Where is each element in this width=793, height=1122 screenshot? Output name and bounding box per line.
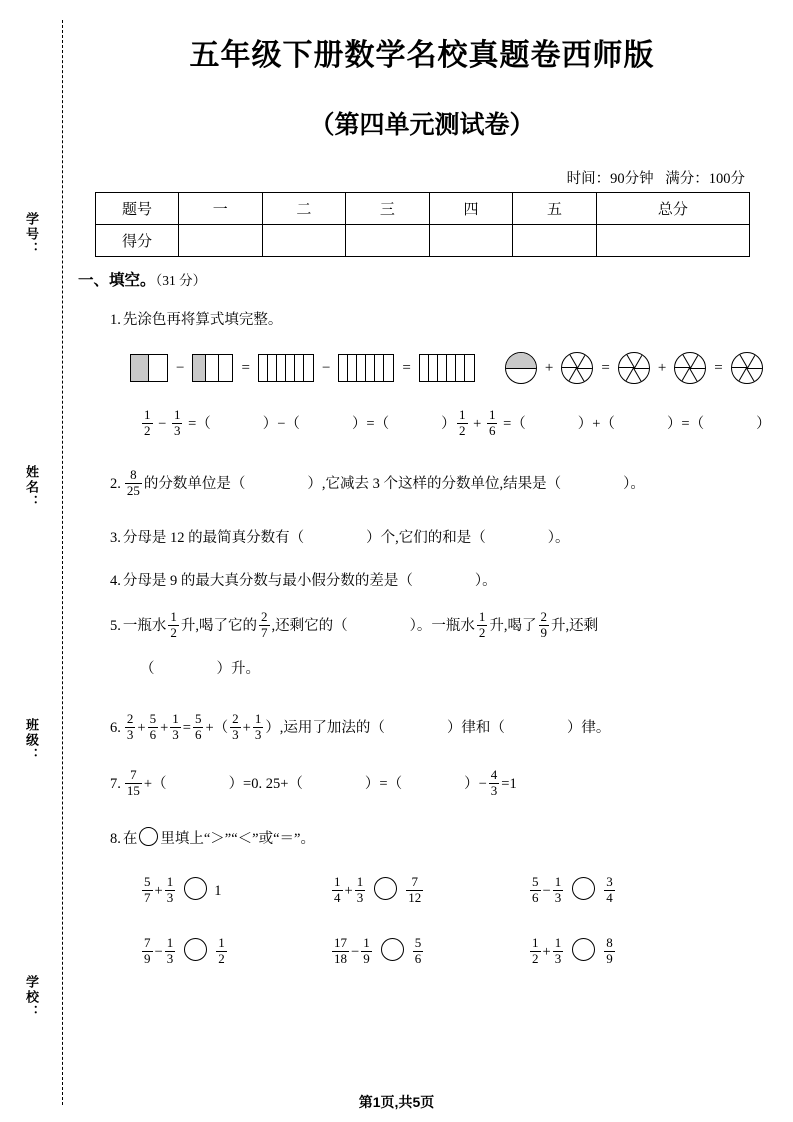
equation-text: ）=（: [351, 415, 390, 432]
fraction-denominator: 4: [334, 889, 341, 905]
fraction: [170, 712, 181, 742]
fraction-denominator: 18: [334, 950, 347, 966]
operator: =: [182, 719, 191, 736]
fraction: [125, 768, 142, 798]
fraction-denominator: 6: [149, 726, 157, 742]
operator: +: [242, 719, 251, 736]
page-subtitle: （第四单元测试卷）: [309, 111, 535, 139]
fraction: [193, 712, 204, 742]
margin-label-class: 班级：: [24, 718, 39, 763]
question-5-text-5: 升,喝了: [489, 617, 537, 634]
score-table-value-cell[interactable]: [262, 225, 346, 257]
pie-diagram-e: [731, 352, 763, 384]
pie-diagram-b: [561, 352, 593, 384]
fraction: [489, 768, 500, 798]
question-3-text-1: 分母是 12 的最简真分数有（: [122, 530, 305, 546]
bar-diagram-d: [338, 354, 394, 382]
question-8-row1-a: [140, 875, 221, 905]
fraction: [230, 712, 241, 742]
table-row: [96, 225, 750, 257]
fraction-numerator: 1: [532, 935, 539, 950]
fraction-denominator: 7: [144, 889, 151, 905]
compare-circle[interactable]: [572, 877, 595, 900]
question-3-text-2: ）个,它们的和是（: [366, 530, 486, 546]
question-4-text-1: 分母是 9 的最大真分数与最小假分数的差是（: [122, 573, 413, 589]
margin-label-school: 学校：: [24, 975, 39, 1020]
page-title: 五年级下册数学名校真题卷西师版: [189, 39, 655, 72]
compare-circle[interactable]: [374, 877, 397, 900]
fraction-numerator: 1: [356, 874, 364, 889]
fraction: [604, 875, 615, 905]
fraction-numerator: 1: [166, 874, 174, 889]
question-8-row1-c: [528, 875, 617, 905]
pie-diagram-c: [618, 352, 650, 384]
question-5-text-7: （: [140, 661, 155, 677]
compare-circle[interactable]: [139, 827, 158, 846]
margin-label-student-id: 学号：: [24, 212, 39, 257]
fraction-denominator: 3: [254, 726, 262, 742]
fraction-numerator: 1: [363, 935, 370, 950]
fraction: [165, 936, 176, 966]
operator: +（: [205, 719, 229, 736]
score-table-value-cell[interactable]: [513, 225, 597, 257]
question-8-row2-a: [140, 936, 229, 966]
fraction: [253, 712, 264, 742]
fraction: [355, 875, 366, 905]
exam-time: 时间：90分钟: [566, 171, 654, 187]
fraction-numerator: 1: [459, 407, 466, 422]
fraction-denominator: 3: [356, 889, 364, 905]
score-table-header-cell: 总分: [596, 193, 749, 225]
fraction: [553, 936, 564, 966]
question-5-continued: [140, 656, 260, 684]
question-2-text-1: 的分数单位是（: [143, 475, 246, 492]
question-7: [110, 768, 517, 798]
question-8-text-a: 在: [122, 831, 138, 847]
fraction: [168, 610, 179, 640]
question-8-text-b: 里填上“＞”“＜”或“＝”。: [160, 831, 315, 847]
fraction-denominator: 3: [490, 782, 498, 798]
operator: +: [160, 719, 169, 736]
fraction-denominator: 12: [408, 889, 422, 905]
question-2-text-2: ）,它减去 3 个这样的分数单位,结果是（: [307, 475, 562, 492]
question-5-text-2: 升,喝了它的: [180, 617, 257, 634]
fraction-denominator: 3: [166, 950, 174, 966]
fraction-numerator: 8: [130, 467, 137, 482]
fraction-numerator: 8: [606, 935, 613, 950]
bar-diagram-c: [258, 354, 314, 382]
minus-symbol: −: [176, 359, 185, 376]
question-4: [110, 568, 497, 596]
fraction-numerator: 2: [540, 609, 547, 624]
fraction: [413, 936, 424, 966]
question-1: [110, 307, 282, 335]
operator: −: [351, 943, 360, 960]
fraction: [406, 875, 423, 905]
score-table-value-cell[interactable]: [429, 225, 513, 257]
score-table-header-cell: 五: [513, 193, 597, 225]
question-1-diagram: [130, 352, 763, 386]
exam-total-score: 满分：100分: [665, 171, 745, 187]
score-table-header-cell: 题号: [96, 193, 179, 225]
minus-symbol: −: [321, 359, 331, 376]
compare-circle[interactable]: [381, 938, 404, 961]
question-6-text-1: ）,运用了加法的（: [265, 719, 385, 736]
left-margin: [0, 0, 72, 1122]
fraction-denominator: 2: [170, 624, 177, 640]
operator: −: [154, 943, 163, 960]
section-1-heading: [78, 268, 206, 290]
fraction-numerator: 1: [218, 935, 225, 950]
question-2-text-3: ）。: [623, 475, 645, 492]
fraction-denominator: 2: [218, 950, 225, 966]
fraction-denominator: 2: [478, 624, 486, 640]
fraction-numerator: 17: [334, 935, 347, 950]
bar-diagram-b: [192, 354, 233, 382]
fraction-denominator: 3: [554, 950, 562, 966]
fraction: [530, 936, 541, 966]
score-table-header-cell: 四: [429, 193, 513, 225]
question-8-number: 8.: [110, 831, 121, 847]
equation-text: =（: [503, 415, 526, 432]
question-5-text-1: 一瓶水: [122, 617, 167, 634]
pie-diagram-a: [505, 352, 537, 384]
question-7-text-2: ）=0. 25+（: [228, 775, 303, 792]
fraction-numerator: 1: [254, 711, 262, 726]
fraction-numerator: 5: [414, 935, 422, 950]
operator: −: [158, 415, 167, 432]
fraction-numerator: 7: [130, 767, 137, 782]
equation-text: ）−（: [262, 415, 300, 432]
score-table-value-cell[interactable]: [346, 225, 430, 257]
equation-text: =（: [188, 415, 211, 432]
operator: +: [542, 943, 551, 960]
fraction-numerator: 3: [606, 874, 613, 889]
question-5-text-8: ）升。: [216, 661, 260, 677]
fraction-numerator: 1: [334, 874, 341, 889]
question-6: [110, 712, 610, 742]
fraction-numerator: 1: [144, 407, 151, 422]
question-3-number: 3.: [110, 530, 121, 546]
compare-circle[interactable]: [184, 877, 207, 900]
fraction-denominator: 3: [172, 726, 179, 742]
fraction-denominator: 9: [606, 950, 613, 966]
question-7-text-1: +（: [143, 775, 167, 792]
fraction-denominator: 25: [126, 482, 140, 498]
bar-diagram-a: [130, 354, 168, 382]
fraction-denominator: 9: [540, 624, 547, 640]
question-3-text-3: ）。: [547, 530, 570, 546]
fraction-numerator: 5: [532, 874, 539, 889]
equals-symbol: =: [714, 359, 723, 376]
question-1-text: 先涂色再将算式填完整。: [122, 312, 283, 328]
operator: +: [137, 719, 146, 736]
plus-symbol: +: [657, 359, 667, 376]
score-table-value-cell[interactable]: [596, 225, 749, 257]
fraction: [165, 875, 176, 905]
operator: +: [473, 415, 482, 432]
table-row: [96, 193, 750, 225]
operator: −: [542, 882, 551, 899]
fraction-numerator: 7: [144, 935, 151, 950]
question-6-text-3: ）律。: [566, 719, 611, 736]
question-1-number: 1.: [110, 312, 121, 328]
question-7-number: 7.: [110, 775, 121, 792]
fraction-denominator: 9: [363, 950, 370, 966]
fraction-numerator: 1: [173, 407, 181, 422]
question-2: [110, 468, 645, 498]
question-7-text-3: ）=（: [364, 775, 403, 792]
question-5-number: 5.: [110, 617, 121, 634]
fraction: [332, 936, 349, 966]
fraction-denominator: 3: [554, 889, 562, 905]
fraction-denominator: 6: [532, 889, 539, 905]
question-5-text-4: ）。一瓶水: [409, 617, 475, 634]
fraction-numerator: 5: [149, 711, 157, 726]
fraction: [142, 408, 153, 438]
fraction-denominator: 2: [459, 422, 466, 438]
fraction: [361, 936, 372, 966]
compare-circle[interactable]: [184, 938, 207, 961]
fraction: [530, 875, 541, 905]
fraction: [148, 712, 159, 742]
fraction-denominator: 15: [126, 782, 140, 798]
fraction: [332, 875, 343, 905]
question-5: [110, 610, 760, 640]
exam-info: [559, 167, 745, 188]
equation-text: ）+（: [577, 415, 615, 432]
fraction: [142, 875, 153, 905]
score-table-header-cell: 三: [346, 193, 430, 225]
question-6-text-2: ）律和（: [446, 719, 505, 736]
fraction-numerator: 1: [166, 935, 174, 950]
operator: +: [154, 882, 163, 899]
fraction: [172, 408, 183, 438]
fraction-numerator: 1: [172, 711, 179, 726]
section-1-title: 一、填空。: [78, 272, 156, 289]
bar-diagram-e: [419, 354, 475, 382]
fraction-denominator: 3: [166, 889, 174, 905]
score-table-value-cell[interactable]: [179, 225, 263, 257]
equation-text: ）: [756, 415, 771, 432]
fraction-numerator: 4: [490, 767, 498, 782]
fraction: [539, 610, 550, 640]
fraction-denominator: 3: [126, 726, 134, 742]
fraction-denominator: 2: [144, 422, 151, 438]
question-5-text-3: ,还剩它的（: [271, 617, 348, 634]
margin-dashed-line: [62, 20, 63, 1105]
question-4-number: 4.: [110, 573, 121, 589]
fraction: [487, 408, 498, 438]
page-footer: 第1页,共5页: [358, 1094, 435, 1110]
score-table: [95, 192, 750, 257]
fraction: [125, 468, 142, 498]
question-7-text-5: =1: [501, 775, 517, 792]
equals-symbol: =: [241, 359, 250, 376]
fraction-denominator: 3: [232, 726, 239, 742]
question-4-text-2: ）。: [474, 573, 497, 589]
fraction: [457, 408, 468, 438]
question-8-row2-c: [528, 936, 617, 966]
fraction-denominator: 6: [414, 950, 422, 966]
fraction: [259, 610, 270, 640]
fraction-denominator: 4: [606, 889, 613, 905]
fraction: [142, 936, 153, 966]
fraction-denominator: 2: [532, 950, 539, 966]
fraction-numerator: 1: [554, 874, 562, 889]
fraction-numerator: 2: [126, 711, 134, 726]
value: 1: [214, 882, 222, 899]
score-table-header-cell: 二: [262, 193, 346, 225]
fraction: [125, 712, 136, 742]
question-8: [110, 826, 315, 854]
equation-text: ）=（: [666, 415, 705, 432]
operator: +: [344, 882, 353, 899]
fraction: [553, 875, 564, 905]
fraction: [477, 610, 488, 640]
section-1-points: （31 分）: [155, 273, 207, 288]
score-table-header-cell: 一: [179, 193, 263, 225]
fraction-numerator: 2: [232, 711, 239, 726]
fraction-numerator: 7: [411, 874, 418, 889]
score-table-label-cell: 得分: [96, 225, 179, 257]
question-8-row1-b: [330, 875, 425, 905]
pie-diagram-d: [674, 352, 706, 384]
fraction-numerator: 5: [144, 874, 151, 889]
plus-symbol: +: [544, 359, 554, 376]
compare-circle[interactable]: [572, 938, 595, 961]
question-1-equation-left: [140, 408, 456, 438]
question-7-text-4: ）−: [464, 775, 487, 792]
question-5-text-6: 升,还剩: [551, 617, 599, 634]
fraction: [216, 936, 227, 966]
equals-symbol: =: [402, 359, 411, 376]
question-2-number: 2.: [110, 475, 121, 492]
fraction: [604, 936, 615, 966]
question-6-number: 6.: [110, 719, 121, 736]
fraction-denominator: 6: [488, 422, 496, 438]
fraction-denominator: 6: [194, 726, 202, 742]
fraction-numerator: 1: [554, 935, 562, 950]
fraction-numerator: 1: [488, 407, 496, 422]
question-1-equation-right: [455, 408, 771, 438]
equals-symbol: =: [601, 359, 610, 376]
fraction-numerator: 2: [261, 609, 268, 624]
fraction-denominator: 9: [144, 950, 151, 966]
fraction-denominator: 3: [173, 422, 181, 438]
equation-text: ）: [441, 415, 456, 432]
question-8-row2-b: [330, 936, 425, 966]
fraction-denominator: 7: [261, 624, 268, 640]
fraction-numerator: 1: [478, 609, 486, 624]
question-3: [110, 525, 570, 553]
fraction-numerator: 5: [194, 711, 202, 726]
fraction-numerator: 1: [170, 609, 177, 624]
margin-label-name: 姓名：: [24, 465, 39, 510]
